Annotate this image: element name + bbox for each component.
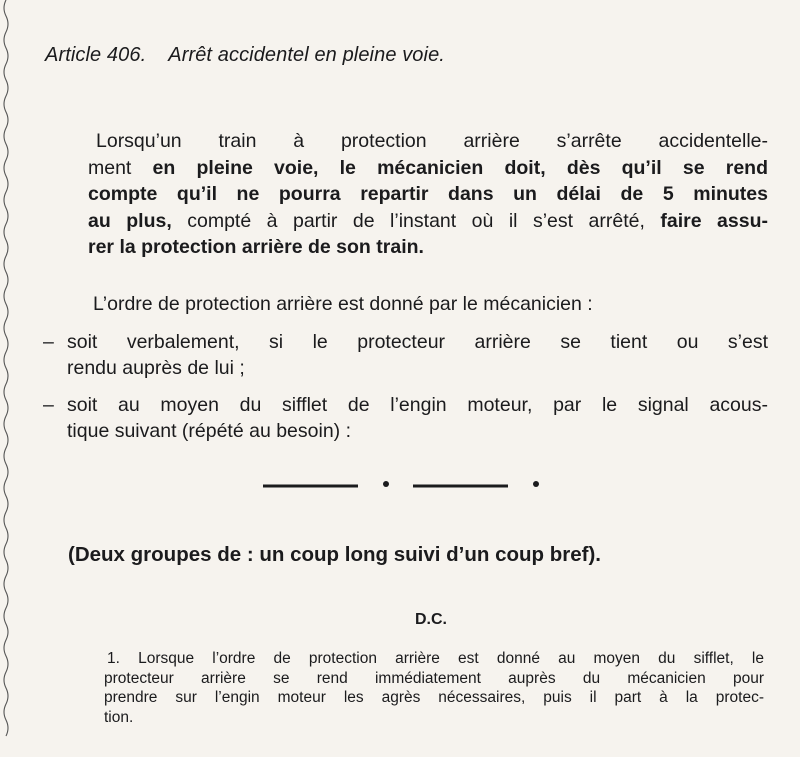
- bullet-dash: –: [43, 331, 54, 353]
- dc-heading: D.C.: [415, 611, 447, 628]
- article-heading: Arrêt accidentel en pleine voie.: [168, 44, 445, 66]
- signal-short-dot: [533, 481, 539, 487]
- bullet-text: [67, 329, 768, 381]
- note-line: prendre sur l’engin moteur les agrès nécessaires, puis il part à la protec-: [104, 689, 764, 706]
- paragraph-bold-text: en pleine voie, le mécanicien doit, dès qu’il se rend: [152, 156, 768, 179]
- paragraph-text: compté à partir de l’instant où il s’est arrêté,: [171, 209, 661, 232]
- paragraph-text: ment: [88, 156, 153, 179]
- bullet-dash: –: [43, 394, 54, 416]
- paragraph-line: [88, 234, 768, 261]
- signal-short-dot: [383, 481, 389, 487]
- bullet-line: soit au moyen du sifflet de l’engin moteur, par le signal acous-: [67, 394, 768, 416]
- bullet-item: [43, 329, 768, 381]
- paragraph-line: [88, 181, 768, 208]
- paragraph-line: [88, 208, 768, 235]
- paragraph-bold-text: au plus,: [88, 209, 172, 232]
- binding-edge: [0, 0, 16, 757]
- paragraph-line: Lorsqu’un train à protection arrière s’arrête accidentelle-: [96, 130, 768, 152]
- article-number: Article 406.: [45, 44, 147, 66]
- bullet-text: [67, 392, 768, 444]
- bullet-line: rendu auprès de lui ;: [67, 357, 245, 379]
- paragraph-bold-text: compte qu’il ne pourra repartir dans un délai de 5 minutes: [88, 183, 768, 205]
- note-line: 1. Lorsque l’ordre de protection arrière est donné au moyen du sifflet, le: [107, 650, 764, 667]
- paragraph-bold-text: rer la protection arrière de son train.: [88, 236, 424, 258]
- bullet-line: soit verbalement, si le protecteur arrière se tient ou s’est: [67, 331, 768, 353]
- paragraph-line: [88, 155, 768, 182]
- paragraph-bold-text: faire assu-: [660, 209, 768, 232]
- note-line: protecteur arrière se rend immédiatement auprès du mécanicien pour: [104, 669, 764, 687]
- bullet-item: [43, 392, 768, 444]
- bullet-line: tique suivant (répété au besoin) :: [67, 420, 352, 442]
- signal-caption: (Deux groupes de : un coup long suivi d’un coup bref).: [68, 543, 601, 566]
- article-title: [45, 44, 445, 67]
- order-intro: L’ordre de protection arrière est donné par le mécanicien :: [93, 293, 593, 315]
- whistle-signal: [260, 476, 560, 496]
- main-paragraph: [88, 128, 768, 261]
- dc-note: [104, 649, 764, 727]
- note-line: tion.: [104, 708, 134, 726]
